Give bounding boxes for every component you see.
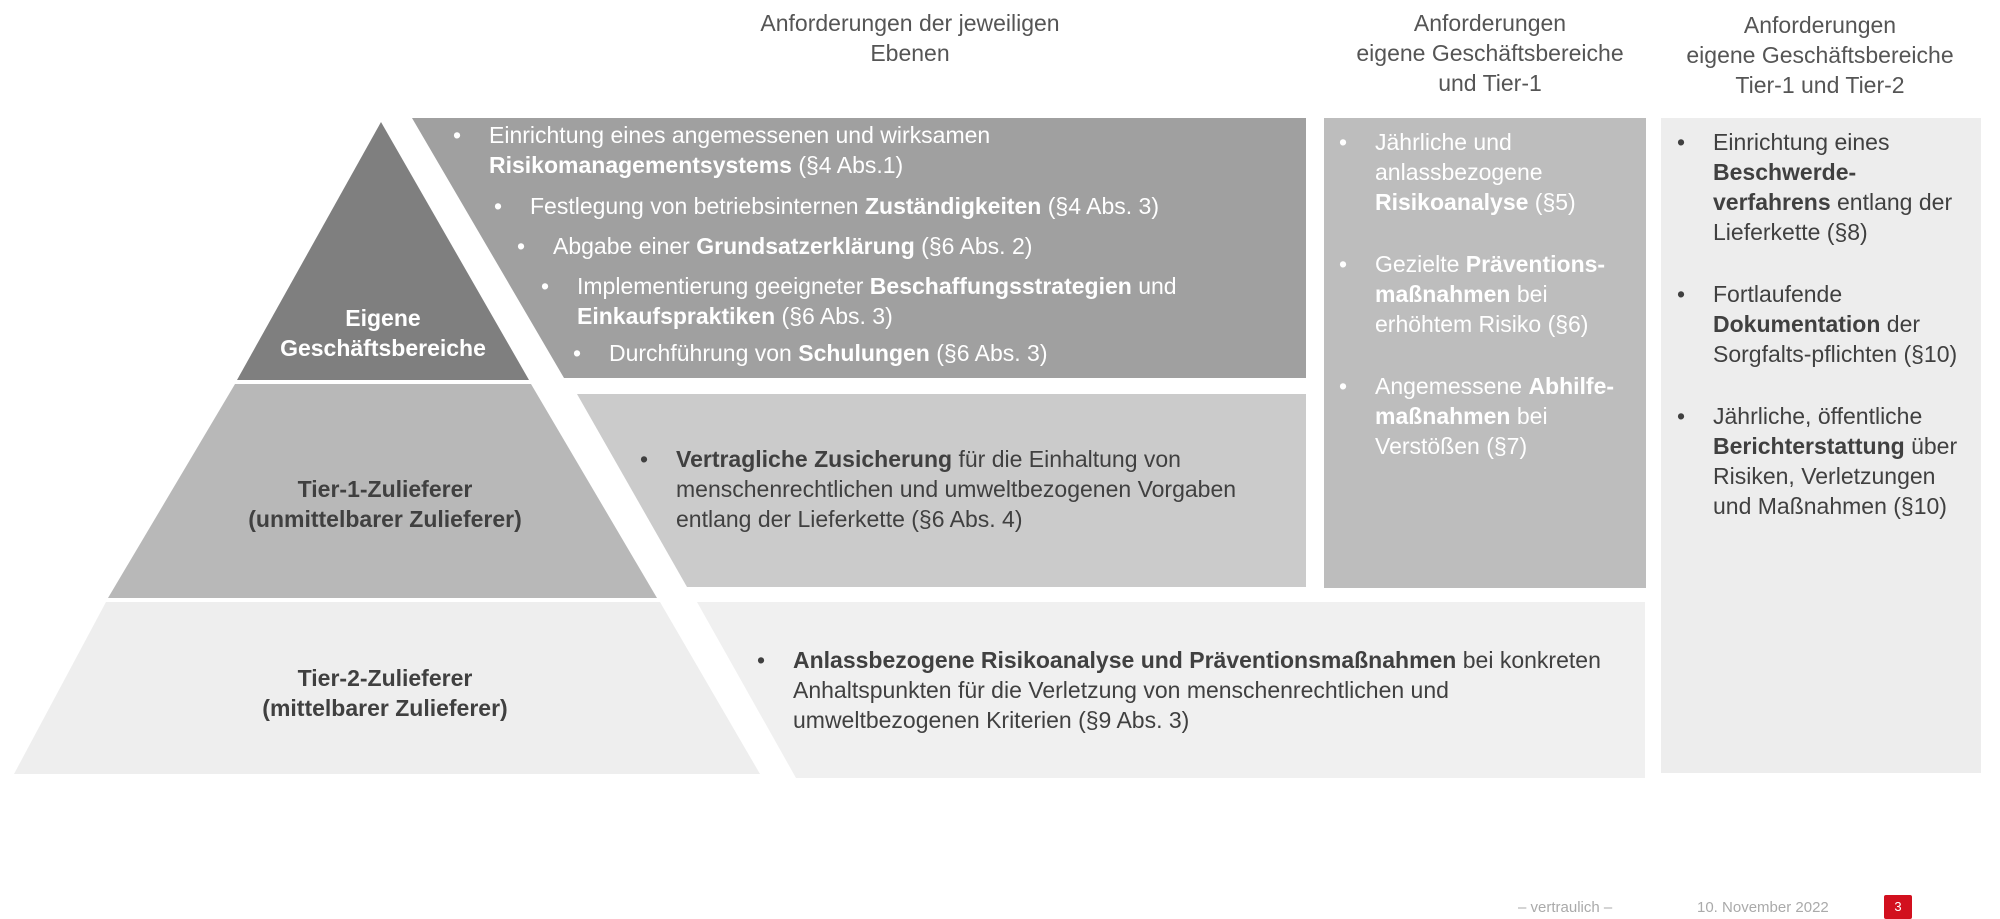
header-line: Tier-1 und Tier-2 [1735, 72, 1905, 98]
own-and-tier1-requirements [1375, 127, 1640, 493]
header-line: eigene Geschäftsbereiche [1686, 42, 1954, 68]
header-line: Anforderungen [1413, 10, 1567, 36]
header-line: Anforderungen der jeweiligen [760, 10, 1060, 36]
list-item: • Festlegung von betriebsinternen Zuständigkeiten (§4 Abs. 3) [530, 191, 1290, 221]
list-item: • Fortlaufende Dokumentation der Sorgfalts-pflichten (§10) [1713, 279, 1968, 369]
list-item: • Einrichtung eines Beschwerde-verfahrens entlang der Lieferkette (§8) [1713, 127, 1968, 247]
header-line: Ebenen [870, 40, 950, 66]
pyramid-label-tier2 [200, 663, 570, 723]
list-item: • Jährliche, öffentliche Berichterstattung über Risiken, Verletzungen und Maßnahmen (§10) [1713, 401, 1968, 521]
header-line: Anforderungen [1743, 12, 1897, 38]
list-item: • Jährliche und anlassbezogene Risikoanalyse (§5) [1375, 127, 1640, 217]
pyramid-label-tier1 [200, 474, 570, 534]
tier2-requirements [793, 645, 1633, 735]
list-item: • Durchführung von Schulungen (§6 Abs. 3) [609, 338, 1299, 368]
pyramid-label-line: (mittelbarer Zulieferer) [262, 695, 508, 721]
header-line: und Tier-1 [1438, 70, 1542, 96]
list-item: • Anlassbezogene Risikoanalyse und Präventionsmaßnahmen bei konkreten Anhaltspunkten für die Verletzung von menschenrechtlichen und umweltbezogenen Kriterien (§9 Abs. 3) [793, 645, 1633, 735]
list-item: • Einrichtung eines angemessenen und wirksamen Risikomanagementsystems (§4 Abs.1) [489, 120, 1089, 180]
pyramid-label-line: Tier-1-Zulieferer [297, 476, 473, 502]
list-item: • Vertragliche Zusicherung für die Einhaltung von menschenrechtlichen und umweltbezogenen Vorgaben entlang der Lieferkette (§6 Abs. 4) [676, 444, 1306, 534]
pyramid-label-line: Geschäftsbereiche [280, 335, 486, 361]
list-item: • Implementierung geeigneter Beschaffungsstrategien und Einkaufspraktiken (§6 Abs. 3) [577, 271, 1297, 331]
header-line: eigene Geschäftsbereiche [1356, 40, 1624, 66]
confidential-note: – vertraulich – [1518, 899, 1613, 916]
pyramid-label-own [250, 303, 516, 363]
pyramid-label-line: Eigene [345, 305, 421, 331]
list-item: • Abgabe einer Grundsatzerklärung (§6 Abs. 2) [553, 231, 1293, 261]
list-item: • Angemessene Abhilfe-maßnahmen bei Verstößen (§7) [1375, 371, 1640, 461]
own-tier1-tier2-requirements [1713, 127, 1968, 553]
list-item: • Gezielte Präventions-maßnahmen bei erhöhtem Risiko (§6) [1375, 249, 1640, 339]
pyramid-label-line: Tier-2-Zulieferer [297, 665, 473, 691]
tier1-requirements [676, 444, 1306, 534]
page-number-badge: 3 [1884, 895, 1912, 919]
footer-date: 10. November 2022 [1697, 899, 1829, 916]
pyramid-label-line: (unmittelbarer Zulieferer) [248, 506, 522, 532]
